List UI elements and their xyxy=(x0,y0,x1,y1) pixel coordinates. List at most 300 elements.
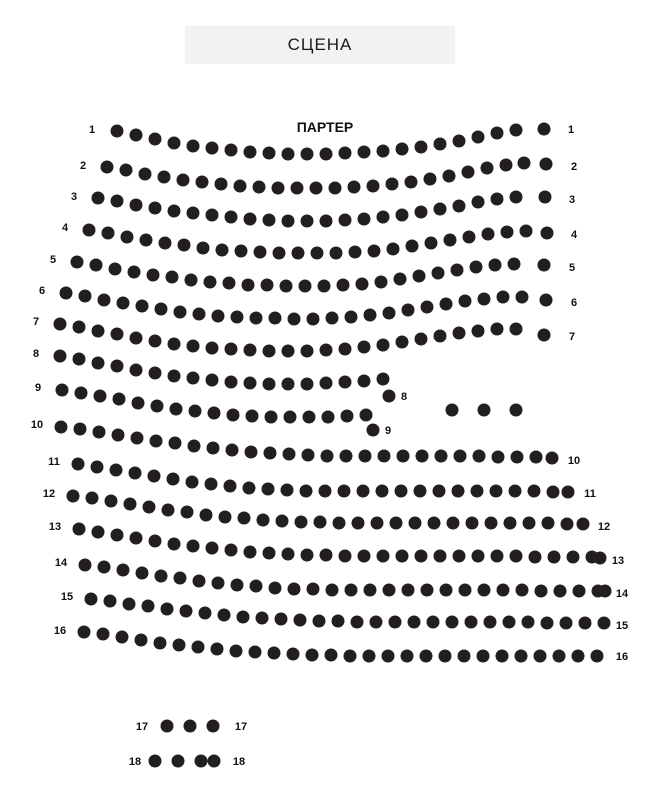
seat[interactable] xyxy=(244,213,257,226)
seat[interactable] xyxy=(396,550,409,563)
seat[interactable] xyxy=(560,617,573,630)
seat[interactable] xyxy=(591,650,604,663)
seat[interactable] xyxy=(415,550,428,563)
seat[interactable] xyxy=(261,279,274,292)
seat[interactable] xyxy=(358,146,371,159)
seat[interactable] xyxy=(151,400,164,413)
seat[interactable] xyxy=(405,176,418,189)
seat[interactable] xyxy=(509,485,522,498)
seat[interactable] xyxy=(562,486,575,499)
seat[interactable] xyxy=(561,518,574,531)
seat[interactable] xyxy=(401,650,414,663)
seat[interactable] xyxy=(370,616,383,629)
seat[interactable] xyxy=(256,612,269,625)
seat[interactable] xyxy=(572,650,585,663)
seat[interactable] xyxy=(554,585,567,598)
seat[interactable] xyxy=(181,506,194,519)
seat[interactable] xyxy=(491,323,504,336)
seat[interactable] xyxy=(306,649,319,662)
seat[interactable] xyxy=(244,146,257,159)
seat[interactable] xyxy=(123,598,136,611)
seat[interactable] xyxy=(440,584,453,597)
seat[interactable] xyxy=(158,171,171,184)
seat[interactable] xyxy=(435,450,448,463)
seat[interactable] xyxy=(105,495,118,508)
seat[interactable] xyxy=(434,203,447,216)
seat[interactable] xyxy=(413,270,426,283)
seat[interactable] xyxy=(110,464,123,477)
seat[interactable] xyxy=(117,297,130,310)
seat[interactable] xyxy=(523,517,536,530)
seat[interactable] xyxy=(132,397,145,410)
seat[interactable] xyxy=(155,303,168,316)
seat[interactable] xyxy=(594,552,607,565)
seat[interactable] xyxy=(73,523,86,536)
seat[interactable] xyxy=(402,304,415,317)
seat[interactable] xyxy=(459,295,472,308)
seat[interactable] xyxy=(424,173,437,186)
seat[interactable] xyxy=(238,512,251,525)
seat[interactable] xyxy=(263,378,276,391)
seat[interactable] xyxy=(130,364,143,377)
seat[interactable] xyxy=(111,328,124,341)
seat[interactable] xyxy=(187,140,200,153)
seat[interactable] xyxy=(515,650,528,663)
seat[interactable] xyxy=(216,244,229,257)
seat[interactable] xyxy=(314,516,327,529)
seat[interactable] xyxy=(339,343,352,356)
seat[interactable] xyxy=(224,480,237,493)
seat[interactable] xyxy=(546,452,559,465)
seat[interactable] xyxy=(150,435,163,448)
seat[interactable] xyxy=(242,279,255,292)
seat[interactable] xyxy=(339,550,352,563)
seat[interactable] xyxy=(112,429,125,442)
seat[interactable] xyxy=(161,603,174,616)
seat[interactable] xyxy=(85,593,98,606)
seat[interactable] xyxy=(168,137,181,150)
seat[interactable] xyxy=(246,410,259,423)
seat[interactable] xyxy=(282,148,295,161)
seat[interactable] xyxy=(482,228,495,241)
seat[interactable] xyxy=(178,239,191,252)
seat[interactable] xyxy=(268,647,281,660)
seat[interactable] xyxy=(383,584,396,597)
seat[interactable] xyxy=(359,450,372,463)
seat[interactable] xyxy=(377,211,390,224)
seat[interactable] xyxy=(330,247,343,260)
seat[interactable] xyxy=(174,572,187,585)
seat[interactable] xyxy=(98,561,111,574)
seat[interactable] xyxy=(264,447,277,460)
seat[interactable] xyxy=(339,376,352,389)
seat[interactable] xyxy=(548,551,561,564)
seat[interactable] xyxy=(301,148,314,161)
seat[interactable] xyxy=(206,342,219,355)
seat[interactable] xyxy=(446,616,459,629)
seat[interactable] xyxy=(428,517,441,530)
seat[interactable] xyxy=(186,476,199,489)
seat[interactable] xyxy=(510,124,523,137)
seat[interactable] xyxy=(500,159,513,172)
seat[interactable] xyxy=(172,755,185,768)
seat[interactable] xyxy=(218,609,231,622)
seat[interactable] xyxy=(130,532,143,545)
seat[interactable] xyxy=(90,259,103,272)
seat[interactable] xyxy=(109,263,122,276)
seat[interactable] xyxy=(174,306,187,319)
seat[interactable] xyxy=(299,280,312,293)
seat[interactable] xyxy=(408,616,421,629)
seat[interactable] xyxy=(269,312,282,325)
seat[interactable] xyxy=(237,611,250,624)
seat[interactable] xyxy=(188,440,201,453)
seat[interactable] xyxy=(56,384,69,397)
seat[interactable] xyxy=(282,548,295,561)
seat[interactable] xyxy=(511,451,524,464)
seat[interactable] xyxy=(168,370,181,383)
seat[interactable] xyxy=(161,720,174,733)
seat[interactable] xyxy=(415,206,428,219)
seat[interactable] xyxy=(367,180,380,193)
seat[interactable] xyxy=(147,269,160,282)
seat[interactable] xyxy=(382,650,395,663)
seat[interactable] xyxy=(244,344,257,357)
seat[interactable] xyxy=(235,245,248,258)
seat[interactable] xyxy=(433,485,446,498)
seat[interactable] xyxy=(73,353,86,366)
seat[interactable] xyxy=(452,485,465,498)
seat[interactable] xyxy=(111,360,124,373)
seat[interactable] xyxy=(414,485,427,498)
seat[interactable] xyxy=(234,180,247,193)
seat[interactable] xyxy=(254,246,267,259)
seat[interactable] xyxy=(244,546,257,559)
seat[interactable] xyxy=(360,409,373,422)
seat[interactable] xyxy=(344,650,357,663)
seat[interactable] xyxy=(257,514,270,527)
seat[interactable] xyxy=(367,424,380,437)
seat[interactable] xyxy=(520,225,533,238)
seat[interactable] xyxy=(130,129,143,142)
seat[interactable] xyxy=(387,243,400,256)
seat[interactable] xyxy=(98,294,111,307)
seat[interactable] xyxy=(187,540,200,553)
seat[interactable] xyxy=(473,450,486,463)
seat[interactable] xyxy=(206,374,219,387)
seat[interactable] xyxy=(432,267,445,280)
seat[interactable] xyxy=(319,485,332,498)
seat[interactable] xyxy=(598,617,611,630)
seat[interactable] xyxy=(508,258,521,271)
seat[interactable] xyxy=(539,191,552,204)
seat[interactable] xyxy=(168,205,181,218)
seat[interactable] xyxy=(383,307,396,320)
seat[interactable] xyxy=(148,470,161,483)
seat[interactable] xyxy=(117,564,130,577)
seat[interactable] xyxy=(86,492,99,505)
seat[interactable] xyxy=(421,584,434,597)
seat[interactable] xyxy=(345,311,358,324)
seat[interactable] xyxy=(187,372,200,385)
seat[interactable] xyxy=(377,373,390,386)
seat[interactable] xyxy=(250,312,263,325)
seat[interactable] xyxy=(301,549,314,562)
seat[interactable] xyxy=(199,607,212,620)
seat[interactable] xyxy=(338,485,351,498)
seat[interactable] xyxy=(332,615,345,628)
seat[interactable] xyxy=(345,584,358,597)
seat[interactable] xyxy=(530,451,543,464)
seat[interactable] xyxy=(142,600,155,613)
seat[interactable] xyxy=(55,421,68,434)
seat[interactable] xyxy=(510,404,523,417)
seat[interactable] xyxy=(149,133,162,146)
seat[interactable] xyxy=(263,214,276,227)
seat[interactable] xyxy=(454,450,467,463)
seat[interactable] xyxy=(208,755,221,768)
seat[interactable] xyxy=(364,584,377,597)
seat[interactable] xyxy=(371,517,384,530)
seat[interactable] xyxy=(491,127,504,140)
seat[interactable] xyxy=(349,246,362,259)
seat[interactable] xyxy=(307,313,320,326)
seat[interactable] xyxy=(301,345,314,358)
seat[interactable] xyxy=(439,650,452,663)
seat[interactable] xyxy=(415,141,428,154)
seat[interactable] xyxy=(169,437,182,450)
seat[interactable] xyxy=(579,617,592,630)
seat[interactable] xyxy=(207,442,220,455)
seat[interactable] xyxy=(529,551,542,564)
seat[interactable] xyxy=(472,196,485,209)
seat[interactable] xyxy=(478,293,491,306)
seat[interactable] xyxy=(510,550,523,563)
seat[interactable] xyxy=(348,181,361,194)
seat[interactable] xyxy=(547,486,560,499)
seat[interactable] xyxy=(281,484,294,497)
seat[interactable] xyxy=(358,550,371,563)
seat[interactable] xyxy=(205,478,218,491)
seat[interactable] xyxy=(54,318,67,331)
seat[interactable] xyxy=(518,157,531,170)
seat[interactable] xyxy=(130,199,143,212)
seat[interactable] xyxy=(458,650,471,663)
seat[interactable] xyxy=(325,649,338,662)
seat[interactable] xyxy=(375,276,388,289)
seat[interactable] xyxy=(440,298,453,311)
seat[interactable] xyxy=(92,192,105,205)
seat[interactable] xyxy=(538,123,551,136)
seat[interactable] xyxy=(320,215,333,228)
seat[interactable] xyxy=(386,178,399,191)
seat[interactable] xyxy=(453,550,466,563)
seat[interactable] xyxy=(136,300,149,313)
seat[interactable] xyxy=(301,378,314,391)
seat[interactable] xyxy=(478,584,491,597)
seat[interactable] xyxy=(54,350,67,363)
seat[interactable] xyxy=(553,650,566,663)
seat[interactable] xyxy=(187,340,200,353)
seat[interactable] xyxy=(173,639,186,652)
seat[interactable] xyxy=(111,195,124,208)
seat[interactable] xyxy=(184,720,197,733)
seat[interactable] xyxy=(443,170,456,183)
seat[interactable] xyxy=(168,538,181,551)
seat[interactable] xyxy=(358,213,371,226)
seat[interactable] xyxy=(149,367,162,380)
seat[interactable] xyxy=(206,142,219,155)
seat[interactable] xyxy=(326,312,339,325)
seat[interactable] xyxy=(395,485,408,498)
seat[interactable] xyxy=(139,168,152,181)
seat[interactable] xyxy=(540,294,553,307)
seat[interactable] xyxy=(378,450,391,463)
seat[interactable] xyxy=(204,276,217,289)
seat[interactable] xyxy=(478,404,491,417)
seat[interactable] xyxy=(167,473,180,486)
seat[interactable] xyxy=(301,215,314,228)
seat[interactable] xyxy=(265,411,278,424)
seat[interactable] xyxy=(212,577,225,590)
seat[interactable] xyxy=(320,377,333,390)
seat[interactable] xyxy=(535,585,548,598)
seat[interactable] xyxy=(116,631,129,644)
seat[interactable] xyxy=(295,516,308,529)
seat[interactable] xyxy=(434,330,447,343)
seat[interactable] xyxy=(492,451,505,464)
seat[interactable] xyxy=(491,550,504,563)
seat[interactable] xyxy=(225,376,238,389)
seat[interactable] xyxy=(472,131,485,144)
seat[interactable] xyxy=(104,595,117,608)
seat[interactable] xyxy=(377,339,390,352)
seat[interactable] xyxy=(243,482,256,495)
seat[interactable] xyxy=(97,628,110,641)
seat[interactable] xyxy=(396,336,409,349)
seat[interactable] xyxy=(67,490,80,503)
seat[interactable] xyxy=(111,529,124,542)
seat[interactable] xyxy=(311,247,324,260)
seat[interactable] xyxy=(409,517,422,530)
seat[interactable] xyxy=(206,542,219,555)
seat[interactable] xyxy=(351,616,364,629)
seat[interactable] xyxy=(208,407,221,420)
seat[interactable] xyxy=(206,209,219,222)
seat[interactable] xyxy=(368,245,381,258)
seat[interactable] xyxy=(542,517,555,530)
seat[interactable] xyxy=(358,341,371,354)
seat[interactable] xyxy=(226,444,239,457)
seat[interactable] xyxy=(420,650,433,663)
seat[interactable] xyxy=(489,259,502,272)
seat[interactable] xyxy=(263,547,276,560)
seat[interactable] xyxy=(78,626,91,639)
seat[interactable] xyxy=(320,549,333,562)
seat[interactable] xyxy=(470,261,483,274)
seat[interactable] xyxy=(135,634,148,647)
seat[interactable] xyxy=(155,570,168,583)
seat[interactable] xyxy=(451,264,464,277)
seat[interactable] xyxy=(540,158,553,171)
seat[interactable] xyxy=(364,309,377,322)
seat[interactable] xyxy=(162,504,175,517)
seat[interactable] xyxy=(227,409,240,422)
seat[interactable] xyxy=(287,648,300,661)
seat[interactable] xyxy=(453,327,466,340)
seat[interactable] xyxy=(195,755,208,768)
seat[interactable] xyxy=(453,200,466,213)
seat[interactable] xyxy=(406,240,419,253)
seat[interactable] xyxy=(230,645,243,658)
seat[interactable] xyxy=(92,325,105,338)
seat[interactable] xyxy=(129,467,142,480)
seat[interactable] xyxy=(166,271,179,284)
seat[interactable] xyxy=(501,226,514,239)
seat[interactable] xyxy=(434,550,447,563)
seat[interactable] xyxy=(73,321,86,334)
seat[interactable] xyxy=(200,509,213,522)
seat[interactable] xyxy=(462,166,475,179)
seat[interactable] xyxy=(394,273,407,286)
seat[interactable] xyxy=(326,584,339,597)
seat[interactable] xyxy=(272,182,285,195)
seat[interactable] xyxy=(541,617,554,630)
seat[interactable] xyxy=(291,182,304,195)
seat[interactable] xyxy=(74,423,87,436)
seat[interactable] xyxy=(120,164,133,177)
seat[interactable] xyxy=(170,403,183,416)
seat[interactable] xyxy=(245,446,258,459)
seat[interactable] xyxy=(390,517,403,530)
seat[interactable] xyxy=(320,344,333,357)
seat[interactable] xyxy=(219,511,232,524)
seat[interactable] xyxy=(302,449,315,462)
seat[interactable] xyxy=(528,485,541,498)
seat[interactable] xyxy=(263,147,276,160)
seat[interactable] xyxy=(415,333,428,346)
seat[interactable] xyxy=(357,485,370,498)
seat[interactable] xyxy=(215,178,228,191)
seat[interactable] xyxy=(300,485,313,498)
seat[interactable] xyxy=(92,526,105,539)
seat[interactable] xyxy=(263,345,276,358)
seat[interactable] xyxy=(329,182,342,195)
seat[interactable] xyxy=(143,501,156,514)
seat[interactable] xyxy=(93,426,106,439)
seat[interactable] xyxy=(389,616,402,629)
seat[interactable] xyxy=(339,147,352,160)
seat[interactable] xyxy=(322,411,335,424)
seat[interactable] xyxy=(453,135,466,148)
seat[interactable] xyxy=(193,575,206,588)
seat[interactable] xyxy=(397,450,410,463)
seat[interactable] xyxy=(275,613,288,626)
seat[interactable] xyxy=(485,517,498,530)
seat[interactable] xyxy=(356,278,369,291)
seat[interactable] xyxy=(225,343,238,356)
seat[interactable] xyxy=(567,551,580,564)
seat[interactable] xyxy=(463,231,476,244)
seat[interactable] xyxy=(244,377,257,390)
seat[interactable] xyxy=(383,390,396,403)
seat[interactable] xyxy=(307,583,320,596)
seat[interactable] xyxy=(197,242,210,255)
seat[interactable] xyxy=(288,313,301,326)
seat[interactable] xyxy=(72,458,85,471)
seat[interactable] xyxy=(421,301,434,314)
seat[interactable] xyxy=(534,650,547,663)
